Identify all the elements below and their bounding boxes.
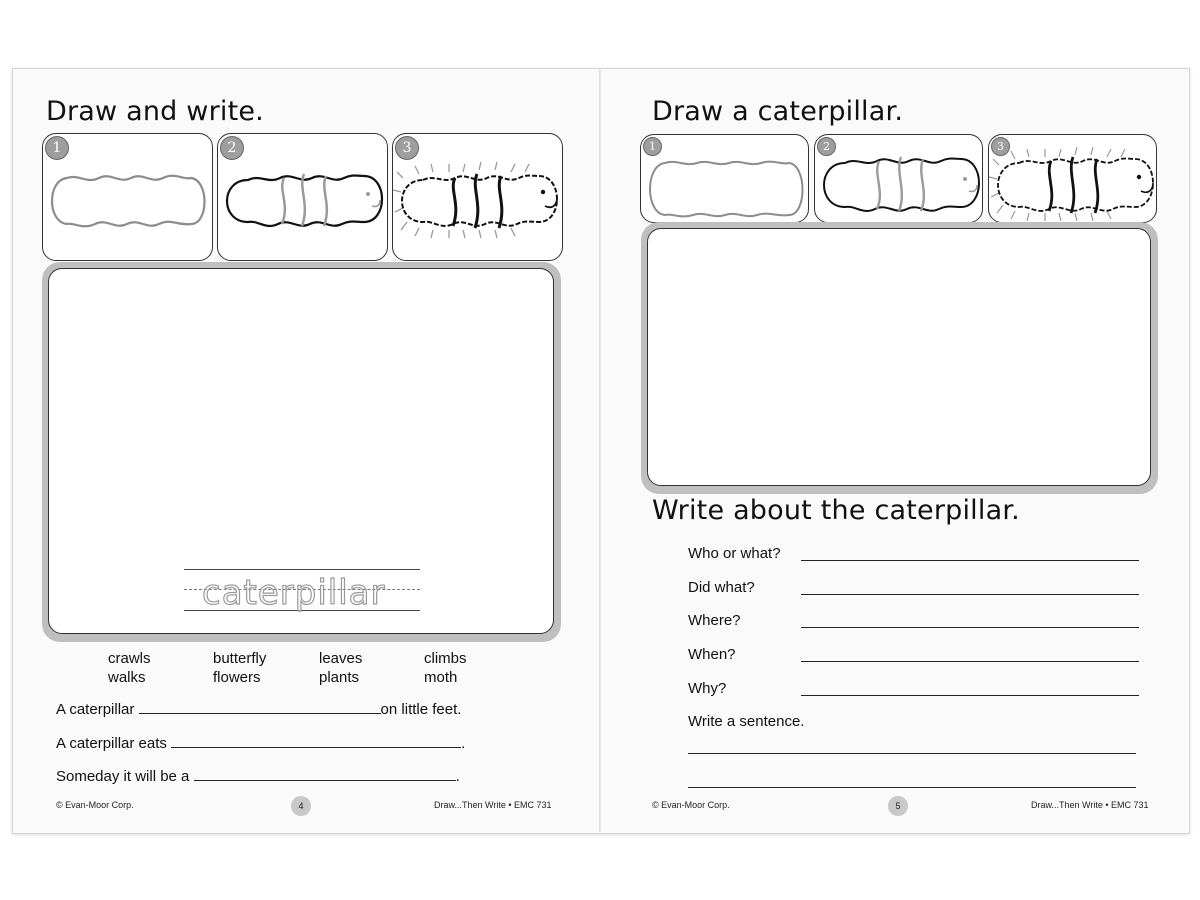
step-number: 3 bbox=[395, 136, 419, 160]
left-step-1-panel bbox=[42, 133, 213, 261]
sentence-blank[interactable] bbox=[139, 699, 381, 714]
sentence-text: A caterpillar bbox=[56, 701, 139, 718]
word-bank-item: walks bbox=[108, 669, 146, 686]
word-bank-item: leaves bbox=[319, 650, 363, 667]
sentence-1 bbox=[56, 699, 461, 718]
sentence-prompt: Write a sentence. bbox=[688, 713, 805, 730]
left-footer-copyright: © Evan-Moor Corp. bbox=[56, 800, 134, 810]
left-step-2-panel bbox=[217, 133, 388, 261]
step-number: 1 bbox=[45, 136, 69, 160]
question-label: When? bbox=[688, 646, 736, 663]
sentence-text: A caterpillar eats bbox=[56, 735, 172, 752]
sentence-line[interactable] bbox=[688, 787, 1136, 788]
left-page-number: 4 bbox=[291, 796, 311, 816]
sentence-line[interactable] bbox=[688, 753, 1136, 754]
caterpillar-hairy-icon bbox=[393, 134, 562, 260]
right-page-number: 5 bbox=[888, 796, 908, 816]
answer-line[interactable] bbox=[801, 627, 1139, 628]
word-bank-item: crawls bbox=[108, 650, 151, 667]
step-number: 2 bbox=[817, 137, 836, 156]
step-number: 1 bbox=[643, 137, 662, 156]
sentence-text: Someday it will be a bbox=[56, 768, 194, 785]
right-step-3-panel bbox=[988, 134, 1157, 223]
sentence-blank[interactable] bbox=[171, 733, 461, 748]
sentence-2 bbox=[56, 733, 465, 752]
word-bank-item: plants bbox=[319, 669, 360, 686]
right-step-2-panel bbox=[814, 134, 983, 223]
caterpillar-segments-icon bbox=[218, 134, 387, 260]
write-about-title: Write about the caterpillar. bbox=[652, 495, 1020, 526]
caterpillar-outline-icon bbox=[43, 134, 212, 260]
question-label: Who or what? bbox=[688, 545, 781, 562]
right-step-1-panel bbox=[640, 134, 809, 223]
right-footer-book: Draw...Then Write • EMC 731 bbox=[1031, 800, 1149, 810]
sentence-text: . bbox=[455, 768, 460, 785]
caterpillar-segments-icon bbox=[815, 135, 982, 222]
sentence-text: on little feet. bbox=[380, 701, 462, 718]
right-footer-copyright: © Evan-Moor Corp. bbox=[652, 800, 730, 810]
sentence-blank[interactable] bbox=[194, 766, 456, 781]
trace-top-line bbox=[184, 569, 420, 570]
question-label: Why? bbox=[688, 680, 727, 697]
page-gutter bbox=[599, 68, 601, 832]
caterpillar-hairy-icon bbox=[989, 135, 1156, 222]
answer-line[interactable] bbox=[801, 695, 1139, 696]
right-drawing-frame bbox=[641, 222, 1158, 494]
word-bank-item: butterfly bbox=[213, 650, 267, 667]
caterpillar-outline-icon bbox=[641, 135, 808, 222]
sentence-text: . bbox=[461, 735, 466, 752]
word-bank-item: moth bbox=[424, 669, 458, 686]
left-footer-book: Draw...Then Write • EMC 731 bbox=[434, 800, 552, 810]
right-drawing-area[interactable] bbox=[647, 228, 1151, 486]
step-number: 2 bbox=[220, 136, 244, 160]
word-bank-item: climbs bbox=[424, 650, 467, 667]
answer-line[interactable] bbox=[801, 594, 1139, 595]
left-step-3-panel bbox=[392, 133, 563, 261]
question-label: Did what? bbox=[688, 579, 755, 596]
trace-word: caterpillar bbox=[202, 573, 386, 613]
question-label: Where? bbox=[688, 612, 741, 629]
answer-line[interactable] bbox=[801, 560, 1139, 561]
right-page-title: Draw a caterpillar. bbox=[652, 96, 904, 127]
answer-line[interactable] bbox=[801, 661, 1139, 662]
step-number: 3 bbox=[991, 137, 1010, 156]
word-bank-item: flowers bbox=[213, 669, 261, 686]
sentence-3 bbox=[56, 766, 460, 785]
left-page-title: Draw and write. bbox=[46, 96, 264, 127]
